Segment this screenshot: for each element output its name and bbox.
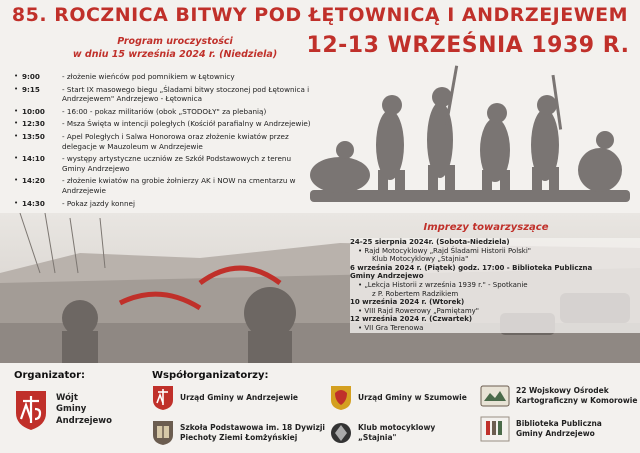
program-text: - występy artystyczne uczniów ze Szkół Podstawowych z terenu Gminy Andrzejewo [62, 154, 291, 173]
events-list [350, 238, 640, 333]
program-time: 14:20 [22, 176, 45, 186]
program-text: - Pokaz jazdy konnej [62, 198, 135, 208]
library-logo-icon [480, 416, 510, 442]
andrzejewo-coat-of-arms-icon [152, 385, 174, 411]
program-item [14, 176, 314, 195]
coorganizer-urzad-andrzejewo [152, 385, 298, 411]
program-text: - 16:00 - pokaz militariów (obok „STODOŁY" za plebanią) [62, 106, 267, 116]
andrzejewo-coat-of-arms-icon [14, 389, 48, 431]
program-text: - złożenie wieńców pod pomnikiem w Łętownicy [62, 72, 235, 81]
program-time: 12:30 [22, 119, 45, 129]
coorganizers-heading: Współorganizatorzy: [152, 370, 269, 381]
organizer-line: Wójt [56, 392, 78, 403]
coorganizer-name: „Stajnia" [358, 433, 397, 442]
coorganizer-name: Gminy Andrzejewo [516, 429, 595, 438]
coorganizer-name: Kartograficzny w Komorowie [516, 396, 638, 405]
coorganizer-name: Klub motocyklowy [358, 423, 436, 432]
bullet-icon: • [14, 131, 19, 140]
coorganizer-name: Urząd Gminy w Szumowie [358, 393, 467, 402]
program-time: 14:10 [22, 154, 45, 164]
page-title: 85. ROCZNICA BITWY POD ŁĘTOWNICĄ I ANDRZEJEWEM [11, 4, 629, 26]
bullet-icon: • [14, 84, 19, 93]
bullet-icon: • [14, 106, 19, 115]
program-heading [50, 35, 300, 61]
event-date: 6 września 2024 r. (Piątek) godz. 17:00 - Biblioteka Publiczna [350, 263, 593, 272]
event-item: • Rajd Motocyklowy „Rajd Śladami Historii Polski" [358, 246, 532, 255]
program-list [14, 72, 314, 211]
program-time: 14:30 [22, 198, 45, 208]
program-item [14, 85, 314, 104]
coorganizer-urzad-szumowo [330, 385, 467, 411]
program-time: 10:00 [22, 106, 45, 116]
bullet-icon: • [14, 176, 19, 185]
coorganizer-biblioteka [480, 416, 602, 442]
program-heading-line: Program uroczystości [117, 36, 233, 47]
bullet-icon: • [14, 72, 19, 80]
program-time: 9:15 [22, 84, 40, 94]
event-item: • „Lekcja Historii z września 1939 r." - Spotkanie [358, 280, 528, 289]
event-item: • VII Gra Terenowa [358, 323, 424, 332]
program-text: - Apel Poległych i Salwa Honorowa oraz złożenie kwiatów przez delegacje w Mauzoleum w Andrzejewie [62, 131, 289, 151]
motorcycle-club-emblem-icon [330, 420, 352, 446]
program-text: - Start IX masowego biegu „Śladami bitwy stoczonej pod Łętownica i Andrzejewem" Andrzejewo - Łętownica [62, 84, 310, 104]
bullet-icon: • [14, 154, 19, 163]
school-emblem-icon [152, 420, 174, 446]
bullet-icon: • [14, 198, 19, 207]
program-heading-line: w dniu 15 września 2024 r. (Niedziela) [72, 49, 278, 60]
event-date: 24-25 sierpnia 2024r. (Sobota-Niedziela) [350, 238, 510, 246]
organizer-line: Gminy [56, 404, 87, 415]
event-detail: Gminy Andrzejewo [350, 272, 424, 281]
program-time: 13:50 [22, 131, 45, 141]
szumowo-coat-of-arms-icon [330, 385, 352, 411]
battle-dates: 12-13 WRZEŚNIA 1939 R. [306, 33, 630, 58]
event-item: • VIII Rajd Rowerowy „Pamiętamy" [358, 306, 479, 315]
coorganizer-name: Urząd Gminy w Andrzejewie [180, 393, 299, 402]
event-detail: Klub Motocyklowy „Stajnia" [372, 255, 469, 264]
coorganizer-name: 22 Wojskowy Ośrodek [516, 386, 609, 395]
program-item [14, 119, 314, 129]
events-heading: Imprezy towarzyszące [423, 222, 549, 233]
coorganizer-klub-stajnia [330, 420, 435, 446]
coorganizer-szkola [152, 420, 325, 446]
bullet-icon: • [14, 119, 19, 128]
program-text: - złożenie kwiatów na grobie żołnierzy AK i NOW na cmentarzu w Andrzejewie [62, 176, 296, 195]
program-text: - Msza Święta w intencji poległych (Kościół parafialny w Andrzejewie) [62, 119, 311, 129]
coorganizer-wok [480, 385, 637, 407]
organizer-line: Andrzejewo [56, 415, 112, 426]
coorganizer-name: Szkoła Podstawowa im. 18 Dywizji [180, 423, 325, 432]
program-item [14, 72, 314, 82]
organizer-heading: Organizator: [14, 370, 86, 381]
cartographic-center-emblem-icon [480, 385, 510, 407]
event-date: 12 września 2024 r. (Czwartek) [350, 315, 473, 324]
program-item [14, 199, 314, 209]
coorganizer-name: Biblioteka Publiczna [516, 419, 602, 428]
event-date: 10 września 2024 r. (Wtorek) [350, 298, 465, 307]
program-item [14, 154, 314, 173]
coorganizer-name: Piechoty Ziemi Łomżyńskiej [180, 433, 298, 442]
soldiers-silhouette-image [300, 55, 640, 215]
organizer-block [14, 389, 112, 431]
program-time: 9:00 [22, 72, 40, 81]
program-item [14, 107, 314, 117]
program-item [14, 132, 314, 151]
event-detail: z P. Robertem Radzikiem [372, 289, 459, 298]
